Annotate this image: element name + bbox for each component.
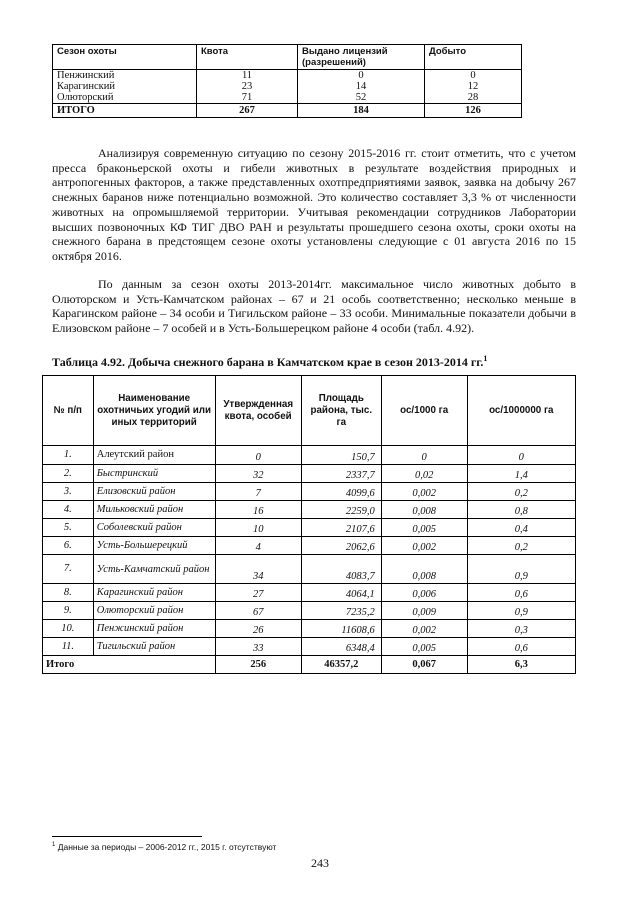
table-cell: 4083,7 xyxy=(301,555,381,584)
table-cell: 11. xyxy=(43,638,94,656)
table-row xyxy=(53,92,522,104)
table-cell: 0,02 xyxy=(381,465,467,483)
caption-text: Таблица 4.92. Добыча снежного барана в Камчатском крае в сезон 2013-2014 гг. xyxy=(52,355,484,369)
table-cell: 0,006 xyxy=(381,584,467,602)
table-cell: Итого xyxy=(43,656,216,674)
table-cell: 0,002 xyxy=(381,537,467,555)
table-cell: 267 xyxy=(197,104,298,118)
harvest-table xyxy=(42,375,576,674)
table-cell: 0,008 xyxy=(381,501,467,519)
table-cell: 6. xyxy=(43,537,94,555)
table-cell: 0,005 xyxy=(381,519,467,537)
table-cell: 0,067 xyxy=(381,656,467,674)
table-cell: 46357,2 xyxy=(301,656,381,674)
table-cell: 10. xyxy=(43,620,94,638)
table-header-row xyxy=(53,45,522,70)
table-total-row xyxy=(43,656,576,674)
table-cell: 3. xyxy=(43,483,94,501)
column-header: № п/п xyxy=(43,376,94,446)
table-cell: 126 xyxy=(425,104,522,118)
table-cell: 26 xyxy=(215,620,301,638)
table-cell: 34 xyxy=(215,555,301,584)
table-cell: 0 xyxy=(381,446,467,465)
table-row xyxy=(43,584,576,602)
table-row xyxy=(43,555,576,584)
table-cell: 9. xyxy=(43,602,94,620)
table-cell: ИТОГО xyxy=(53,104,197,118)
table-cell: Тигильский район xyxy=(93,638,215,656)
footnote-text: Данные за периоды – 2006-2012 гг., 2015 г. отсутствуют xyxy=(57,842,277,852)
table-cell: Алеутский район xyxy=(93,446,215,465)
table-cell: 14 xyxy=(298,81,425,92)
table-cell: 0,9 xyxy=(467,555,575,584)
table-cell: Карагинский xyxy=(53,81,197,92)
table-cell: 0,8 xyxy=(467,501,575,519)
column-header: Площадь района, тыс. га xyxy=(301,376,381,446)
table-cell: Соболевский район xyxy=(93,519,215,537)
table-row xyxy=(43,483,576,501)
table-row xyxy=(43,501,576,519)
table-cell: Пенжинский район xyxy=(93,620,215,638)
table-cell: 0,005 xyxy=(381,638,467,656)
table-cell: 7. xyxy=(43,555,94,584)
table-cell: Елизовский район xyxy=(93,483,215,501)
table-total-row xyxy=(53,104,522,118)
hunting-season-table xyxy=(52,44,522,118)
column-header: Добыто xyxy=(425,45,522,70)
table-row xyxy=(43,638,576,656)
table-cell: Олюторский район xyxy=(93,602,215,620)
table-cell: 0,2 xyxy=(467,483,575,501)
table-cell: Усть-Камчатский район xyxy=(93,555,215,584)
table-cell: 0,009 xyxy=(381,602,467,620)
table-cell: 0,002 xyxy=(381,620,467,638)
table-cell: 1. xyxy=(43,446,94,465)
table-cell: 0 xyxy=(215,446,301,465)
table-row xyxy=(43,446,576,465)
table-cell: Карагинский район xyxy=(93,584,215,602)
table-cell: 0,9 xyxy=(467,602,575,620)
table-row xyxy=(53,81,522,92)
table-cell: 0,6 xyxy=(467,638,575,656)
table-cell: 33 xyxy=(215,638,301,656)
table-row xyxy=(43,602,576,620)
table-cell: 4 xyxy=(215,537,301,555)
table-cell: 150,7 xyxy=(301,446,381,465)
table-cell: 0 xyxy=(425,70,522,82)
table-cell: 67 xyxy=(215,602,301,620)
table-cell: 32 xyxy=(215,465,301,483)
table-cell: 0 xyxy=(467,446,575,465)
table-row xyxy=(43,537,576,555)
table-cell: 256 xyxy=(215,656,301,674)
table-cell: 0,002 xyxy=(381,483,467,501)
column-header: Выдано лицензий (разрешений) xyxy=(298,45,425,70)
table-cell: 16 xyxy=(215,501,301,519)
table-cell: 23 xyxy=(197,81,298,92)
table-cell: 27 xyxy=(215,584,301,602)
footnote xyxy=(52,842,276,852)
table-cell: 11 xyxy=(197,70,298,82)
table-cell: Усть-Большерецкий xyxy=(93,537,215,555)
column-header: ос/1000 га xyxy=(381,376,467,446)
table-cell: 7 xyxy=(215,483,301,501)
table-cell: 0 xyxy=(298,70,425,82)
table-cell: 28 xyxy=(425,92,522,104)
table-cell: 4. xyxy=(43,501,94,519)
table-header-row xyxy=(43,376,576,446)
column-header: ос/1000000 га xyxy=(467,376,575,446)
table-cell: 2259,0 xyxy=(301,501,381,519)
table-cell: 0,2 xyxy=(467,537,575,555)
table-cell: Мильковский район xyxy=(93,501,215,519)
table-cell: 4064,1 xyxy=(301,584,381,602)
table-cell: 2062,6 xyxy=(301,537,381,555)
table-cell: 8. xyxy=(43,584,94,602)
table-cell: 4099,6 xyxy=(301,483,381,501)
paragraph: По данным за сезон охоты 2013-2014гг. максимальное число животных добыто в Олюторском и Усть-Камчатском районах – 67 и 21 особь соответственно; несколько меньше в Карагинском районе – 34 особи и Тигильском районе – 33 особи. Минимальные показатели добычи в Елизовском районе – 7 особей и в Усть-Большерецком районе 4 особи (табл. 4.92). xyxy=(52,277,576,336)
table-cell: 0,6 xyxy=(467,584,575,602)
table-cell: 11608,6 xyxy=(301,620,381,638)
table-cell: 6,3 xyxy=(467,656,575,674)
table-row xyxy=(43,620,576,638)
page-number: 243 xyxy=(311,856,329,870)
footnote-separator xyxy=(52,836,202,837)
table-cell: 1,4 xyxy=(467,465,575,483)
table-cell: Пенжинский xyxy=(53,70,197,82)
table-cell: 0,008 xyxy=(381,555,467,584)
table-cell: 2337,7 xyxy=(301,465,381,483)
table-row xyxy=(53,70,522,82)
table-cell: 71 xyxy=(197,92,298,104)
table-cell: 12 xyxy=(425,81,522,92)
table-caption xyxy=(52,354,582,370)
footnote-marker: 1 xyxy=(52,842,56,849)
column-header: Сезон охоты xyxy=(53,45,197,70)
table-row xyxy=(43,465,576,483)
table-cell: 0,4 xyxy=(467,519,575,537)
table-cell: 5. xyxy=(43,519,94,537)
table-cell: 2107,6 xyxy=(301,519,381,537)
table-cell: 0,3 xyxy=(467,620,575,638)
table-row xyxy=(43,519,576,537)
table-cell: 2. xyxy=(43,465,94,483)
table-cell: Олюторский xyxy=(53,92,197,104)
column-header: Утвержденная квота, особей xyxy=(215,376,301,446)
footnote-marker: 1 xyxy=(483,354,488,363)
column-header: Квота xyxy=(197,45,298,70)
column-header: Наименование охотничьих угодий или иных территорий xyxy=(93,376,215,446)
table-cell: 6348,4 xyxy=(301,638,381,656)
table-cell: Быстринский xyxy=(93,465,215,483)
table-cell: 10 xyxy=(215,519,301,537)
table-cell: 7235,2 xyxy=(301,602,381,620)
table-cell: 52 xyxy=(298,92,425,104)
paragraph: Анализируя современную ситуацию по сезону 2015-2016 гг. стоит отметить, что с учетом пресса браконьерской охоты и гибели животных в результате воздействия природных и антропогенных факторов, а также представленных охотпредприятиями заявок, заявка на добычу 267 снежных баранов ниже потенциально возможной. Это количество составляет 3,3 % от численности животных на опромышляемой территории. Учитывая рекомендации сотрудников Лаборатории высших позвоночных КФ ТИГ ДВО РАН и результаты прошедшего сезона охоты, сроки охоты на снежного барана в предстоящем сезоне охоты установлены следующие с 01 августа 2016 по 15 октября 2016. xyxy=(52,146,576,263)
table-cell: 184 xyxy=(298,104,425,118)
